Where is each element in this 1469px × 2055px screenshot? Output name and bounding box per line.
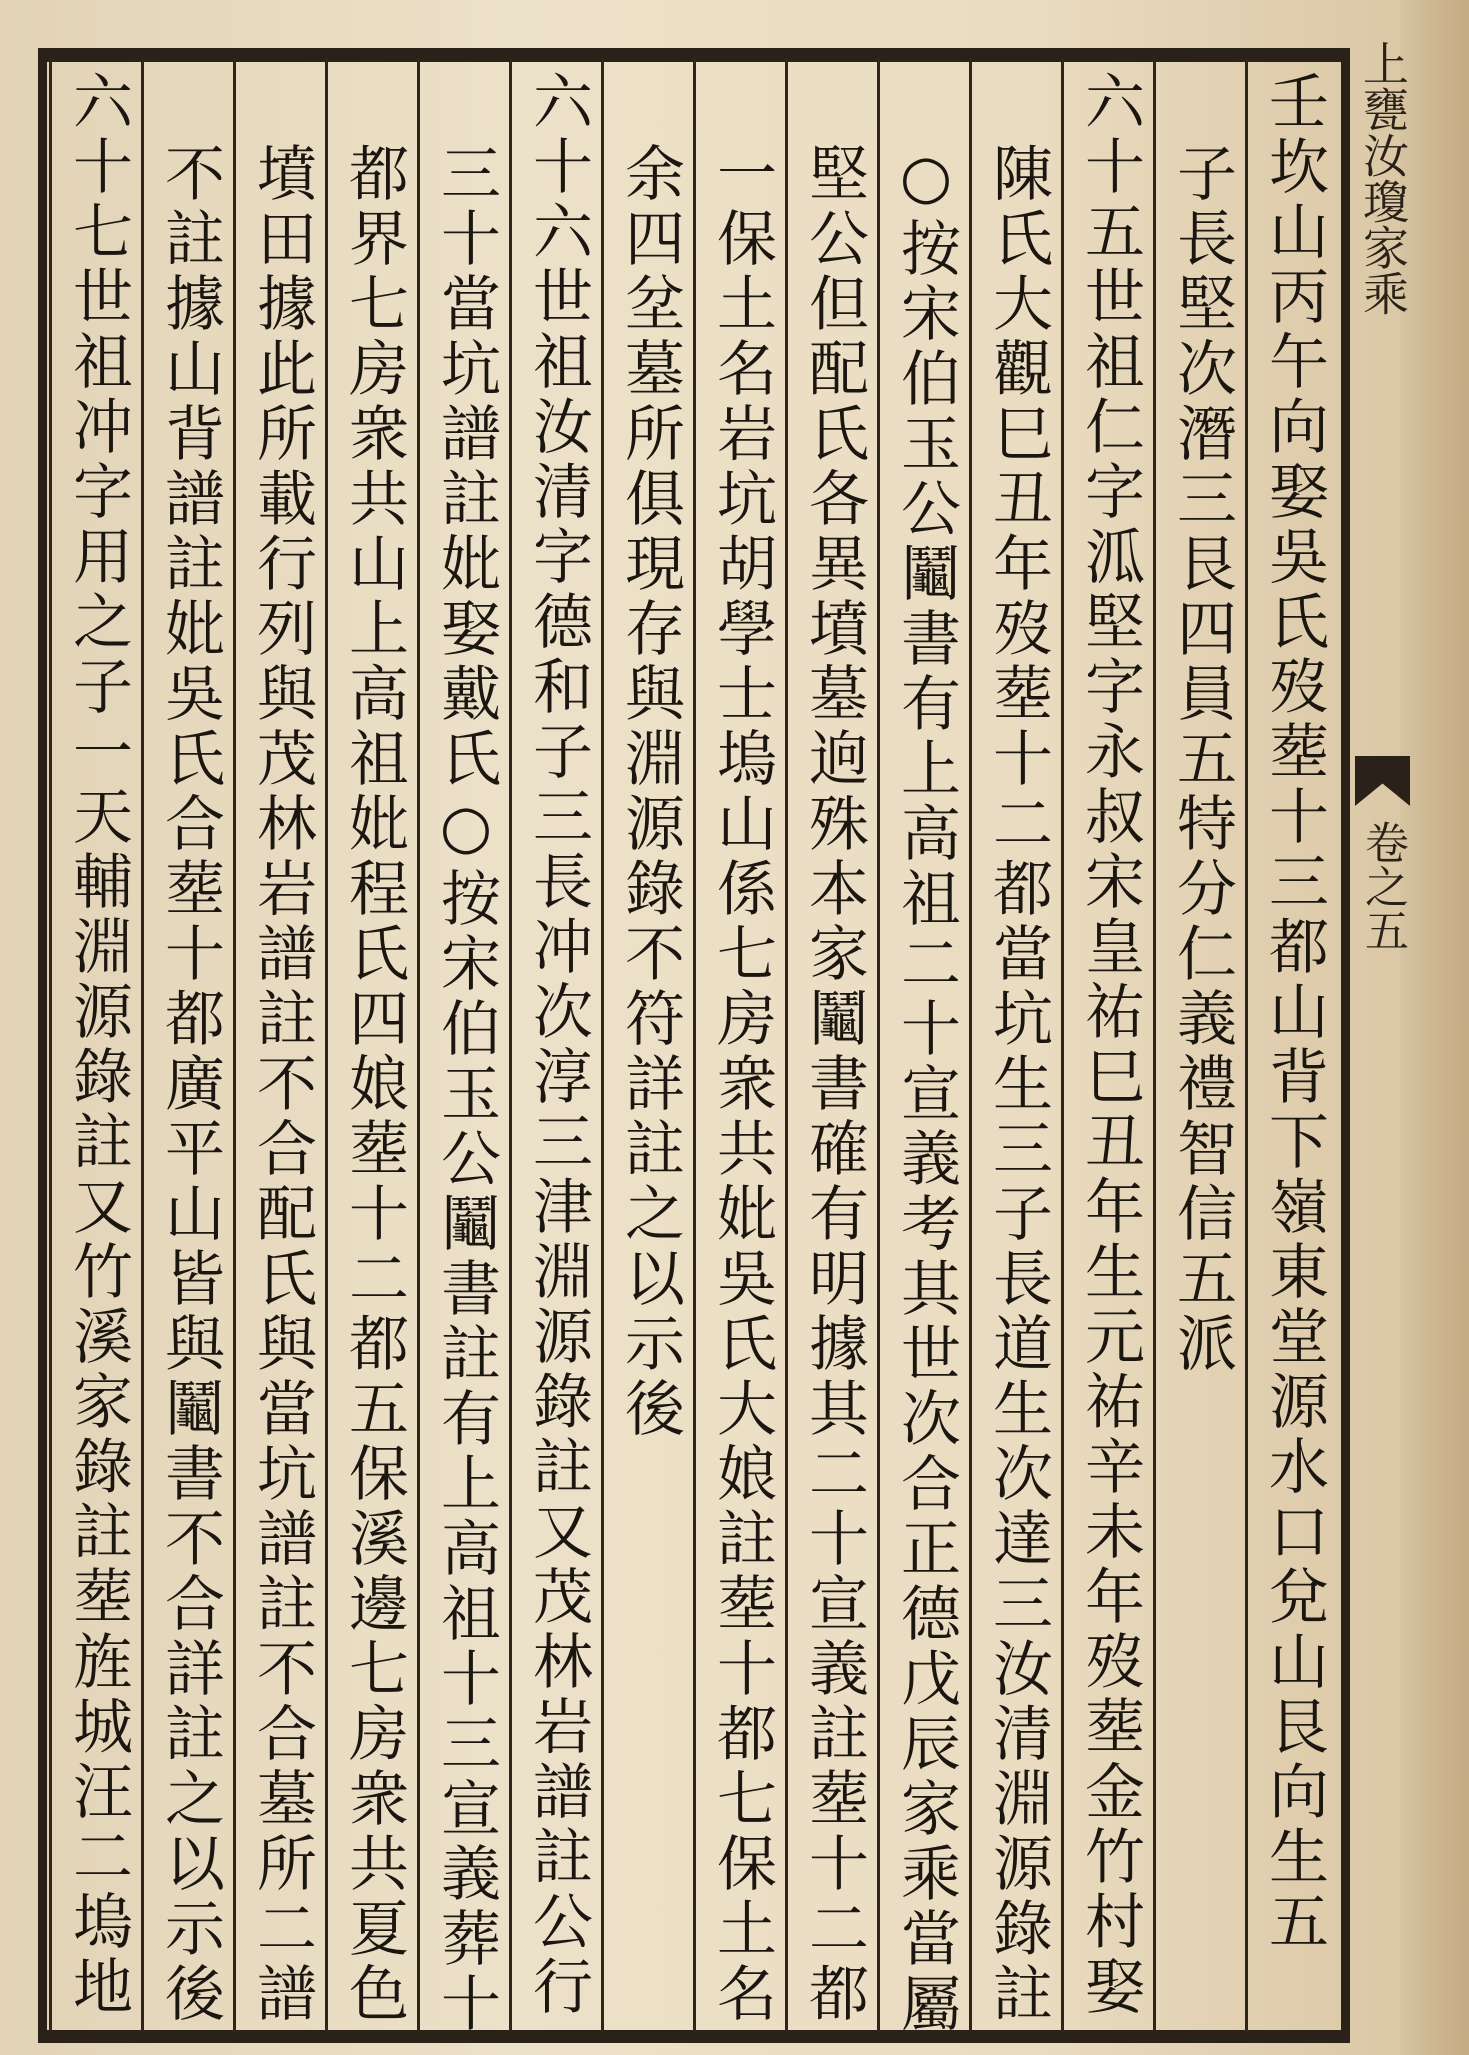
column-rule — [601, 58, 604, 2033]
text-column: 不註據山背譜註妣吳氏合塟十都廣平山皆與鬮書不合詳註之以示後 — [155, 142, 225, 2027]
text-column: 陳氏大觀巳丑年歿塟十二都當坑生三子長道生次達三汝清淵源錄註 — [983, 142, 1053, 2027]
column-rule — [509, 58, 512, 2033]
column-rule — [325, 58, 328, 2033]
text-column: 一保土名岩坑胡學士塢山係七房衆共妣吳氏大娘註塟十都七保土名 — [707, 142, 777, 2027]
column-rule — [877, 58, 880, 2033]
column-rule — [141, 58, 144, 2033]
text-column: 堅公但配氏各異墳墓逈殊本家鬮書確有明據其二十宣義註塟十二都 — [799, 142, 869, 2027]
text-column: 墳田據此所載行列與茂林岩譜註不合配氏與當坑譜註不合墓所二譜 — [247, 142, 317, 2027]
text-column: 三十當坑譜註妣娶戴氏○按宋伯玉公鬮書註有上高祖十三宣義葬十 — [431, 142, 501, 2037]
column-rule — [1061, 58, 1064, 2033]
column-rule — [233, 58, 236, 2033]
text-column: 子長堅次潛三艮四員五特分仁義禮智信五派 — [1167, 142, 1237, 1377]
column-rule — [49, 58, 52, 2033]
text-column: 六十六世祖汝清字德和子三長冲次淳三津淵源錄註又茂林岩譜註公行 — [523, 70, 593, 2020]
text-column: 六十七世祖冲字用之子一天輔淵源錄註又竹溪家錄註塟旌城汪二塢地 — [63, 70, 133, 2020]
text-column: ○按宋伯玉公鬮書有上高祖二十宣義考其世次合正德戊辰家乘當屬 — [891, 142, 961, 2037]
column-rule — [785, 58, 788, 2033]
fish-tail-mark — [1355, 756, 1410, 806]
text-column: 都界七房衆共山上高祖妣程氏四娘塟十二都五保溪邊七房衆共夏色 — [339, 142, 409, 2027]
book-title: 上甕汝瓊家乘 — [1356, 40, 1410, 316]
page-edge — [1400, 0, 1469, 2055]
column-rule — [1245, 58, 1248, 2033]
text-column: 六十五世祖仁字泒堅字永叔宋皇祐巳丑年生元祐辛未年歿塟金竹村娶 — [1075, 70, 1145, 2020]
text-column: 余四坌墓所俱現存與淵源錄不符詳註之以示後 — [615, 142, 685, 1442]
column-rule — [417, 58, 420, 2033]
column-rule — [969, 58, 972, 2033]
column-rule — [1153, 58, 1156, 2033]
volume-label: 卷之五 — [1357, 820, 1408, 952]
text-column: 壬坎山丙午向娶吳氏歿塟十三都山背下嶺東堂源水口兌山艮向生五 — [1259, 70, 1329, 1955]
column-rule — [693, 58, 696, 2033]
